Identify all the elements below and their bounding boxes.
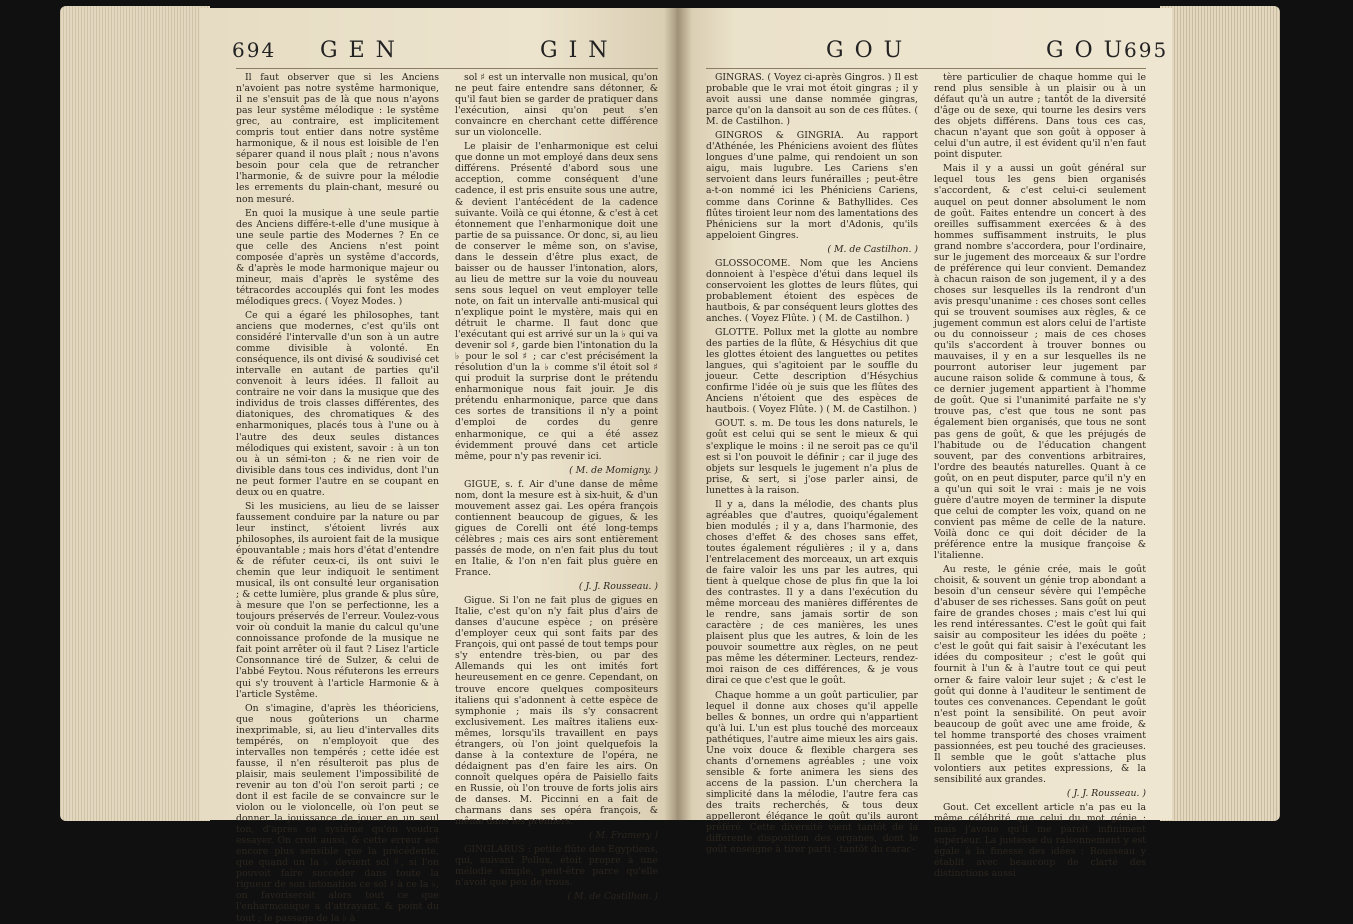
running-head-left: G E N: [320, 38, 397, 63]
paragraph: ( M. Framery ): [588, 830, 658, 842]
paragraph: En quoi la musique à une seule partie des Anciens différe-t-elle d'une musique à une seule partie des Modernes ? En ce que celle des Anciens n'est point composée d'après un systême d'accords, & d'après le mode harmonique majeur ou mineur, mais d'après le systême des tétracordes accouplés qui font les modes mélodiques grecs. ( Voyez Modes. ): [236, 207, 439, 307]
header-rule: [236, 68, 658, 69]
paragraph: ( M. de Castilhon. ): [567, 891, 658, 903]
header-rule: [706, 68, 1146, 69]
left-page-edges: [60, 6, 210, 821]
column-left: [706, 72, 918, 856]
paragraph: GIGUE, s. f. Air d'une danse de même nom, dont la mesure est à six-huit, & d'un mouvement assez gai. Les opéra françois contiennent beaucoup de gigues, & les gigues de Corelli ont été long-temps célèbres ; mais ces airs sont entièrement passés de mode, on n'en fait plus du tout en Italie, & l'on n'en fait plus guère en France.: [455, 478, 658, 579]
paragraph: GOUT. s. m. De tous les dons naturels, le goût est celui qui se sent le mieux & qui s'explique le moins : il ne seroit pas ce qu'il est si l'on pouvoit le définir ; car il juge des objets sur lesquels le jugement n'a plus de prise, & sert, si j'ose parler ainsi, de lunettes à la raison.: [706, 418, 918, 496]
paragraph: GINGRAS. ( Voyez ci-après Gingros. ) Il est probable que le vrai mot étoit gingras ; il y avoit aussi une danse nommée gingras, parce qu'on la dansoit au son de ces flûtes. ( M. de Castilhon. ): [706, 72, 918, 128]
paragraph: Si les musiciens, au lieu de se laisser faussement conduire par la nature ou par leur instinct, s'étoient livrés aux philosophes, ils auroient fait de la musique épouvantable ; mais hors d'état d'entendre & de réfuter ceux-ci, ils ont suivi le chemin que leur indiquoit le sentiment musical, ils ont consulté leur organisation ; & cette lumière, plus grande & plus sûre, à mesure que l'on se perfectionne, les a toujours préservés de l'erreur. Voulez-vous voir où conduit la manie du calcul qu'une connoissance profonde de la musique ne fait point arrêter où il faut ? Lisez l'article Consonnance tiré de Sulzer, & celui de l'abbé Feytou. Nous réfuterons les erreurs qui s'y trouvent à l'article Harmonie & à l'article Systême.: [236, 500, 439, 700]
right-page-edges: [1160, 6, 1280, 821]
page-number: 695: [1124, 38, 1169, 62]
paragraph: GLOTTE. Pollux met la glotte au nombre des parties de la flûte, & Hésychius dit que les glottes étoient des languettes ou petites langues, qui s'agitoient par le souffle du joueur. Cette description d'Hésychius confirme l'idée où je suis que les flûtes des Anciens n'étoient que des espèces de hautbois. ( Voyez Flûte. ) ( M. de Castilhon. ): [706, 327, 918, 416]
left-page: [200, 8, 678, 924]
paragraph: Gigue. Si l'on ne fait plus de gigues en Italie, c'est qu'on n'y fait plus d'airs de danses d'aucune espèce ; on présère d'employer ceux qui sont faits par des François, qui ont passé de tout temps pour s'y entendre très-bien, ou par des Allemands qui les ont imités fort heureusement en ce genre. Cependant, on trouve encore quelques compositeurs italiens qui s'adonnent à cette espèce de symphonie ; mais ils s'y consacrent exclusivement. Les maîtres italiens eux-mêmes, lorsqu'ils travaillent en pays étrangers, où l'on joint quelquefois la danse à la contexture de l'opéra, ne dédaignent pas d'en faire les airs. On connoît quelques opéra de Paisiello faits en Russie, où l'on trouve de forts jolis airs de danses. M. Piccinni en a fait de charmans dans ses opéra françois, & même dans les premiers.: [455, 595, 658, 828]
right-page-columns: [706, 72, 1146, 880]
paragraph: GINGLARUS : petite flûte des Egyptiens, qui, suivant Pollux, étoit propre à une mélodie simple, peut-être parce qu'elle n'avoit que peu de trous.: [455, 844, 658, 889]
book-gutter: [664, 8, 692, 820]
paragraph: Ce qui a égaré les philosophes, tant anciens que modernes, c'est qu'ils ont considéré l'intervalle d'un son à un autre comme divisible à volonté. En conséquence, ils ont divisé & soudivisé cet intervalle en autant de parties qu'il convenoit à leurs idées. Il falloit au contraire ne voir dans la musique que des individus de trois classes différentes, des diatoniques, des chromatiques & des enharmoniques, placés tous à l'une ou à l'autre des deux seules distances mélodiques qui existent, savoir : à un ton ou à un sémi-ton ; & ne rien voir de divisible dans tous ces individus, dont l'un ne peut former l'autre en se coupant en deux ou en quatre.: [236, 309, 439, 498]
paragraph: ( J. J. Rousseau. ): [1066, 788, 1146, 799]
paragraph: Gout. Cet excellent article n'a pas eu la même célébrité que celui du mot génie ; mais j'avoue qu'il me paroît infiniment supérieur. La justesse du raisonnement y est égale à la finesse des idées ; Rousseau y établit avec beaucoup de clarté des distinctions aussi: [934, 802, 1146, 880]
paragraph: sol ♯ est un intervalle non musical, qu'on ne peut faire entendre sans détonner, & qu'il faut bien se garder de pratiquer dans l'exécution, ainsi qu'on peut s'en convaincre en cherchant cette différence sur un violoncelle.: [455, 72, 658, 139]
page-number: 694: [232, 38, 277, 62]
paragraph: ( J. J. Rousseau. ): [578, 581, 658, 593]
paragraph: ( M. de Momigny. ): [569, 464, 658, 476]
paragraph: Au reste, le génie crée, mais le goût choisit, & souvent un génie trop abondant a besoin d'un censeur sévère qui l'empêche d'abuser de ses richesses. Sans goût on peut faire de grandes choses ; mais c'est lui qui les rend intéressantes. C'est le goût qui fait saisir au compositeur les idées du poëte ; c'est le goût qui fait saisir à l'exécutant les idées du compositeur ; c'est le goût qui fournit à l'un & à l'autre tout ce qui peut orner & faire valoir leur sujet ; & c'est le goût qui donne à l'auditeur le sentiment de toutes ces convenances. Cependant le goût n'est point la sensibilité. On peut avoir beaucoup de goût avec une ame froide, & tel homme transporté des choses vraiment passionnées, est peu touché des gracieuses. Il semble que le goût s'attache plus volontiers aux petites expressions, & la sensibilité aux grandes.: [934, 564, 1146, 785]
running-head-right: G O U: [1046, 38, 1125, 63]
paragraph: Mais il y a aussi un goût général sur lequel tous les gens bien organisés s'accordent, & c'est celui-ci seulement auquel on peut donner absolument le nom de goût. Faites entendre un concert à des oreilles suffisamment exercées & à des hommes suffisamment instruits, le plus grand nombre s'accordera, pour l'ordinaire, sur le jugement des morceaux & sur l'ordre de préférence qui leur convient. Demandez à chacun raison de son jugement, il y a des choses sur lesquelles ils la rendront d'un avis presqu'unanime : ces choses sont celles qui se trouvent soumises aux règles, & ce jugement commun est alors celui de l'artiste ou du connoisseur ; mais de ces choses qu'ils s'accordent à trouver bonnes ou mauvaises, il y en a sur lesquelles ils ne pourront autoriser leur jugement par aucune raison solide & commune à tous, & ce dernier jugement appartient à l'homme de goût. Que si l'unanimité parfaite ne s'y trouve pas, c'est que tous ne sont pas également bien organisés, que tous ne sont pas gens de goût, & que les préjugés de l'habitude ou de l'éducation changent souvent, par des conventions arbitraires, l'ordre des beautés naturelles. Quant à ce goût, on en peut disputer, parce qu'il n'y en a qu'un qui soit le vrai : mais je ne vois guère d'autre moyen de terminer la dispute que celui de compter les voix, quand on ne convient pas même de celle de la nature. Voilà donc ce qui doit décider de la préférence entre la musique françoise & l'italienne.: [934, 163, 1146, 562]
column-right: [934, 72, 1146, 880]
column-left: [236, 72, 439, 924]
paragraph: tère particulier de chaque homme qui le rend plus sensible à un plaisir ou à un défaut qu'à un autre ; tantôt de la diversité d'âge ou de sexe, qui tourne les desirs vers des objets différens. Dans tous ces cas, chacun n'ayant que son goût à opposer à celui d'un autre, il est évident qu'il n'en faut point disputer.: [934, 72, 1146, 161]
running-head-left: G O U: [826, 38, 905, 63]
right-page: [676, 8, 1172, 880]
running-head-right: G I N: [540, 38, 610, 63]
paragraph: On s'imagine, d'après les théoriciens, que nous goûterions un charme inexprimable, si, au lieu d'intervalles dits tempérés, on n'employoit que des intervalles non tempérés ; cette idée est fausse, il n'en résulteroit pas plus de plaisir, mais seulement l'impossibilité de revenir au ton d'où l'on seroit parti ; ce dont il est facile de se convaincre sur le violon ou le violoncelle, où l'on peut se donner la jouissance de jouer en un seul ton, d'après ce systême qu'on voudra essayer. On croit aussi, & cette erreur est encore plus sensible que la précédente, que quand un la ♭ devient sol ♯, si l'on pouvoit faire succéder dans toute la rigueur de son intonation ce sol ♯ à ce la ♭, on favoriseroit alors tout ce que l'enharmonique a d'attrayant, & point du tout ; le passage de la ♭ à: [236, 702, 439, 924]
paragraph: GINGROS & GINGRIA. Au rapport d'Athénée, les Phéniciens avoient des flûtes longues d'une palme, qui rendoient un son aigu, mais lugubre. Les Cariens s'en servoient dans leurs funérailles ; peut-être a-t-on nommé ici les Phéniciens Cariens, comme dans Corinne & Bathyllides. Ces flûtes tiroient leur nom des lamentations des Phéniciens sur la mort d'Adonis, qu'ils appeloient Gingres.: [706, 130, 918, 241]
paragraph: Il y a, dans la mélodie, des chants plus agréables que d'autres, quoiqu'également bien modulés ; il y a, dans l'harmonie, des choses d'effet & des choses sans effet, toutes également régulières ; il y a, dans l'entrelacement des morceaux, un art exquis de faire valoir les uns par les autres, qui tient à quelque chose de plus fin que la loi des contrastes. Il y a dans l'exécution du même morceau des manières différentes de le rendre, sans jamais sortir de son caractère ; de ces manières, les unes plaisent plus que les autres, & loin de les pouvoir soumettre aux règles, on ne peut pas même les déterminer. Lecteurs, rendez-moi raison de ces différences, & je vous dirai ce que c'est que le goût.: [706, 498, 918, 687]
paragraph: ( M. de Castilhon. ): [827, 243, 918, 255]
column-right: [455, 72, 658, 903]
paragraph: Le plaisir de l'enharmonique est celui que donne un mot employé dans deux sens différens. Présenté d'abord sous une acception, comme conséquent d'une cadence, il est pris ensuite sous une autre, & devient l'antécédent de la cadence suivante. Voilà ce qui étonne, & c'est à cet étonnement que l'enharmonique doit une partie de sa puissance. Or donc, si, au lieu de conserver le même son, on s'avise, dans le dessein d'être plus exact, de baisser ou de hausser l'intonation, alors, au lieu de mettre sur la voie du nouveau sens sous lequel on veut employer telle note, on fait un intervalle anti-musical qui n'explique point le mystère, mais qui en détruit le charme. Il faut donc que l'exécutant qui est arrivé sur un la ♭ qui va devenir sol ♯, garde bien l'intonation du la ♭ pour le sol ♯ ; car c'est précisément la résolution d'un la ♭ comme s'il étoit sol ♯ qui produit la surprise dont le prétendu enharmonique nous fait jouir. Je dis prétendu enharmonique, parce que dans ces sortes de transitions il n'y a point d'emploi de cordes du genre enharmonique, ce qui a été assez évidemment prouvé dans cet article même, pour n'y pas revenir ici.: [455, 141, 658, 462]
paragraph: Il faut observer que si les Anciens n'avoient pas notre systême harmonique, il ne s'ensuit pas de là que nous n'ayons pas leur systême mélodique : le systême grec, au contraire, est implicitement compris tout entier dans notre systême harmonique, & il nous est loisible de l'en séparer quand il nous plaît ; nous n'avons besoin pour cela que de retrancher l'harmonie, & de suivre pour la mélodie les errements du plain-chant, mesuré ou non mesuré.: [236, 72, 439, 205]
right-page-header: [676, 38, 1172, 68]
left-page-header: [200, 38, 678, 68]
left-page-columns: [236, 72, 658, 924]
paragraph: Chaque homme a un goût particulier, par lequel il donne aux choses qu'il appelle belles & bonnes, un ordre qui n'appartient qu'à lui. L'un est plus touché des morceaux pathétiques, l'autre aime mieux les airs gais. Une voix douce & flexible chargera ses chants d'ornemens agréables ; une voix sensible & forte animera les siens des accens de la passion. L'un cherchera la simplicité dans la mélodie, l'autre fera cas des traits recherchés, & tous deux appelleront élégance le goût qu'ils auront préféré. Cette diversité vient tantôt de la différente disposition des organes, dont le goût enseigne à tirer parti ; tantôt du carac-: [706, 689, 918, 856]
paragraph: GLOSSOCOME. Nom que les Anciens donnoient à l'espèce d'étui dans lequel ils conservoient les glottes de leurs flûtes, qui probablement étoient des espèces de hautbois, & par conséquent leurs glottes des anches. ( Voyez Flûte. ) ( M. de Castilhon. ): [706, 257, 918, 324]
